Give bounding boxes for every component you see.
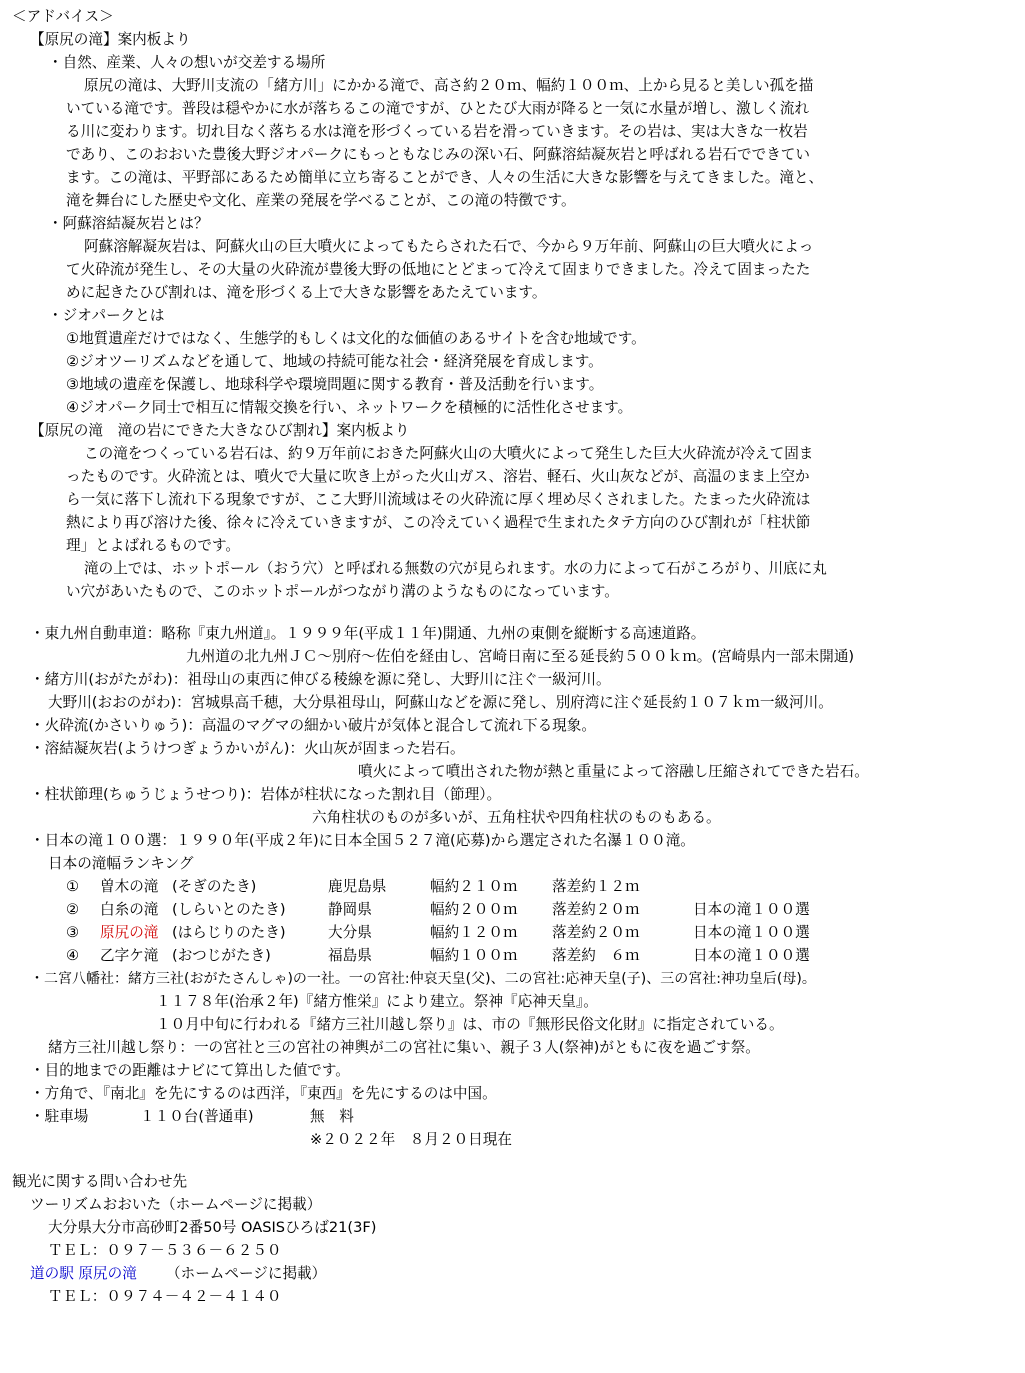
ranking-name: 曽木の滝: [100, 878, 159, 895]
note-continuation: 九州道の北九州ＪＣ～別府～佐伯を経由し、宮崎日南に至る延長約５００ｋｍ。(宮崎県内一部未開通): [186, 648, 855, 665]
bullet-heading: ・阿蘇溶結凝灰岩とは？: [48, 215, 209, 232]
ranking-reading: (しらいとのたき): [172, 901, 286, 918]
paragraph-line: て火砕流が発生し、その大量の火砕流が豊後大野の低地にとどまって冷えて固まりできました。冷えて固まったた: [66, 261, 811, 278]
paragraph-line: めに起きたひび割れは、滝を形づくる上で大きな影響をあたえています。: [66, 284, 547, 301]
ranking-reading: (はらじりのたき): [172, 924, 286, 941]
ranking-pref: 鹿児島県: [328, 878, 387, 895]
paragraph-line: ら一気に落下し流れ下る現象ですが、ここ大野川流域はその火砕流に厚く埋め尽くされました。たまった火砕流は: [66, 491, 811, 508]
ranking-width: 幅約２１０ｍ: [430, 878, 518, 895]
ranking-no: ①: [66, 878, 80, 895]
note-direction: ・方角で、『南北』を先にするのは西洋，『東西』を先にするのは中国。: [30, 1085, 497, 1102]
ranking-name: 白糸の滝: [100, 901, 159, 918]
paragraph-line: 理」とよばれるものです。: [66, 537, 240, 554]
ranking-width: 幅約１２０ｍ: [430, 924, 518, 941]
note-columnar-joint: ・柱状節理(ちゅうじょうせつり)：岩体が柱状になった割れ目（節理）。: [30, 786, 502, 803]
ranking-pref: 大分県: [328, 924, 372, 941]
paragraph-line: であり、このおおいた豊後大野ジオパークにもっともなじみの深い石、阿蘇溶結凝灰岩と呼ばれる岩石でできてい: [66, 146, 810, 163]
geopark-item: ③地域の遺産を保護し、地球科学や環境問題に関する教育・普及活動を行います。: [66, 376, 604, 393]
as-of-date: ※２０２２年 ８月２０日現在: [310, 1131, 512, 1148]
ranking-reading: (そぎのたき): [172, 878, 257, 895]
ranking-pref: 静岡県: [328, 901, 372, 918]
paragraph-line: い穴があいたもので、このホットポールがつながり溝のようなものになっています。: [66, 583, 619, 600]
ranking-drop: 落差約 ６ｍ: [552, 947, 640, 964]
note-continuation: 六角柱状のものが多いが、五角柱状や四角柱状のものもある。: [312, 809, 721, 826]
ranking-width: 幅約２００ｍ: [430, 901, 518, 918]
paragraph-line: 滝を舞台にした歴史や文化、産業の発展を学べることが、この滝の特徴です。: [66, 192, 576, 209]
ranking-drop: 落差約２０ｍ: [552, 901, 640, 918]
paragraph-line: いている滝です。普段は穏やかに水が落ちるこの滝ですが、ひとたび大雨が降ると一気に水量が増し、激しく流れ: [66, 100, 810, 117]
ranking-pref: 福島県: [328, 947, 372, 964]
paragraph-line: 熱により再び溶けた後、徐々に冷えていきますが、この冷えていく過程で生まれたタテ方向のひび割れが「柱状節: [66, 514, 811, 531]
paragraph-line: 阿蘇溶解凝灰岩は、阿蘇火山の巨大噴火によってもたらされた石で、今から９万年前、阿蘇山の巨大噴火によっ: [84, 238, 814, 255]
ranking-top100: 日本の滝１００選: [693, 901, 810, 918]
ranking-no: ③: [66, 924, 80, 941]
contact-address: 大分県大分市高砂町2番50号 OASISひろば21(3F): [48, 1219, 377, 1236]
paragraph-line: この滝をつくっている岩石は、約９万年前におきた阿蘇火山の大噴火によって発生した巨大火砕流が冷えて固ま: [84, 445, 814, 462]
paragraph-line: る川に変わります。切れ目なく落ちる水は滝を形づくっている岩を滑っていきます。その岩は、実は大きな一枚岩: [66, 123, 808, 140]
note-higashi-kyushu-expressway: ・東九州自動車道：略称『東九州道』。１９９９年(平成１１年)開通、九州の東側を縦断する高速道路。: [30, 625, 706, 642]
geopark-item: ②ジオツーリズムなどを通して、地域の持続可能な社会・経済発展を育成します。: [66, 353, 603, 370]
note-continuation: 噴火によって噴出された物が熱と重量によって溶融し圧縮されてできた岩石。: [358, 763, 869, 780]
contact-phone: ＴＥＬ：０９７４－４２－４１４０: [48, 1288, 282, 1305]
note-ogata-river: ・緒方川(おがたがわ)：祖母山の東西に伸びる稜線を源に発し、大野川に注ぐ一級河川。: [30, 671, 611, 688]
note-ono-river: 大野川(おおのがわ)：宮城県高千穂，大分県祖母山，阿蘇山などを源に発し、別府湾に注ぐ延長約１０７ｋｍ一級河川。: [48, 694, 833, 711]
ranking-width: 幅約１００ｍ: [430, 947, 518, 964]
bullet-heading: ・ジオパークとは: [48, 307, 165, 324]
note-continuation: １１７８年(治承２年)『緒方惟栄』により建立。祭神『応神天皇』。: [156, 993, 598, 1010]
note-continuation: １０月中旬に行われる『緒方三社川越し祭り』は、市の『無形民俗文化財』に指定されている。: [156, 1016, 784, 1033]
bullet-heading: ・自然、産業、人々の想いが交差する場所: [48, 54, 326, 71]
section-heading-advice: ＜アドバイス＞: [12, 8, 114, 25]
paragraph-line: ったものです。火砕流とは、噴火で大量に吹き上がった火山ガス、溶岩、軽石、火山灰などが、高温のまま上空か: [66, 468, 810, 485]
ranking-no: ④: [66, 947, 80, 964]
contact-michinoeki-note: （ホームページに掲載）: [166, 1265, 327, 1282]
parking-capacity: １１０台(普通車): [140, 1108, 254, 1125]
paragraph-line: ます。この滝は、平野部にあるため簡単に立ち寄ることができ、人々の生活に大きな影響を与えてきました。滝と、: [66, 169, 824, 186]
subheading-rock-crack-signboard: 【原尻の滝 滝の岩にできた大きなひび割れ】案内板より: [30, 422, 410, 439]
note-top100-waterfalls: ・日本の滝１００選：１９９０年(平成２年)に日本全国５２７滝(応募)から選定された名瀑１００滝。: [30, 832, 695, 849]
ranking-top100: 日本の滝１００選: [693, 924, 810, 941]
ranking-name-highlight: 原尻の滝: [100, 924, 159, 941]
ranking-name: 乙字ケ滝: [100, 947, 159, 964]
ranking-drop: 落差約１２ｍ: [552, 878, 640, 895]
note-pyroclastic-flow: ・火砕流(かさいりゅう)：高温のマグマの細かい破片が気体と混合して流れ下る現象。: [30, 717, 596, 734]
ranking-drop: 落差約２０ｍ: [552, 924, 640, 941]
contact-michinoeki-link[interactable]: 道の駅 原尻の滝: [30, 1265, 137, 1282]
paragraph-line: 滝の上では、ホットポール（おう穴）と呼ばれる無数の穴が見られます。水の力によって石がころがり、川底に丸: [84, 560, 827, 577]
note-parking: ・駐車場: [30, 1108, 89, 1125]
note-kawagoshi-festival: 緒方三社川越し祭り：一の宮社と三の宮社の神輿が二の宮社に集い、親子３人(祭神)がともに夜を過ごす祭。: [48, 1039, 760, 1056]
ranking-reading: (おつじがたき): [172, 947, 271, 964]
contact-phone: ＴＥＬ：０９７－５３６－６２５０: [48, 1242, 282, 1259]
ranking-heading: 日本の滝幅ランキング: [48, 855, 194, 872]
note-welded-tuff: ・溶結凝灰岩(ようけつぎょうかいがん)：火山灰が固まった岩石。: [30, 740, 465, 757]
paragraph-line: 原尻の滝は、大野川支流の「緒方川」にかかる滝で、高さ約２０ｍ、幅約１００ｍ、上から見ると美しい孤を描: [84, 77, 814, 94]
geopark-item: ④ジオパーク同士で相互に情報交換を行い、ネットワークを積極的に活性化させます。: [66, 399, 633, 416]
contact-tourism-oita: ツーリズムおおいた（ホームページに掲載）: [30, 1196, 322, 1213]
parking-fee: 無 料: [310, 1108, 354, 1125]
ranking-top100: 日本の滝１００選: [693, 947, 810, 964]
geopark-item: ①地質遺産だけではなく、生態学的もしくは文化的な価値のあるサイトを含む地域です。: [66, 330, 646, 347]
note-distance: ・目的地までの距離はナビにて算出した値です。: [30, 1062, 350, 1079]
ranking-no: ②: [66, 901, 80, 918]
subheading-harajiri-signboard: 【原尻の滝】案内板より: [30, 31, 191, 48]
contact-heading: 観光に関する問い合わせ先: [12, 1173, 188, 1190]
note-ninomiya-hachiman: ・二宮八幡社：緒方三社(おがたさんしゃ)の一社。一の宮社:仲哀天皇(父)、二の宮社:応神天皇(子)、三の宮社:神功皇后(母)。: [30, 971, 816, 987]
